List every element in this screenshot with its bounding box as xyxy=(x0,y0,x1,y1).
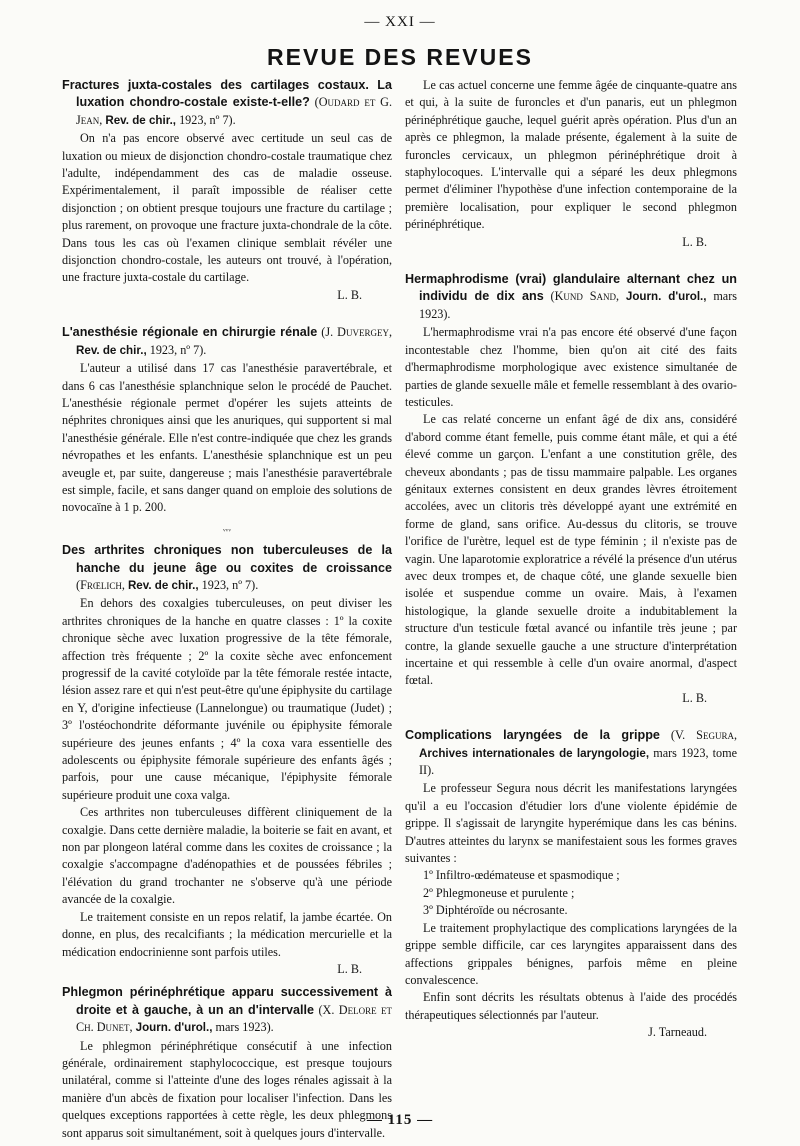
article-arthrites xyxy=(62,542,392,978)
article-title: Fractures juxta-costales des cartilages costaux. La luxation chondro-costale existe-t-elle? (Oudard et G. Jean, Rev. de chir., 1923, nº 7). xyxy=(62,78,392,127)
article-hermaphrodisme xyxy=(405,271,737,707)
article-title: Des arthrites chroniques non tuberculeuses de la hanche du jeune âge ou coxites de croissance (Frœlich, Rev. de chir., 1923, nº 7). xyxy=(62,543,392,592)
article-anesthesie xyxy=(62,324,392,540)
article-paragraph: Le professeur Segura nous décrit les manifestations laryngées qu'il a eu l'occasion d'étudier lors d'une violente épidémie de grippe. Il s'agissait de laryngite hyperémique dans les cas bénins. D'autres atteintes du larynx se manifestaient sous les formes graves suivantes : xyxy=(405,781,737,866)
article-paragraph: Le traitement consiste en un repos relatif, la jambe écartée. On donne, en plus, des recalcifiants ; la médication mercurielle et la médication endocrinienne sont parfois utiles. xyxy=(62,909,392,959)
article-paragraph: On n'a pas encore observé avec certitude un seul cas de luxation ou mieux de disjonction chondro-costale traumatique chez l'adulte, indépendamment des cas de maladie osseuse. Expérimentalement, il paraît impossible de réaliser cette disjonction ; on obtient presque toujours une fracture du cartilage ; plus rarement, on provoque une fracture juxta-chondrale de la côte. Dans tous les cas où l'examen clinique semblait révéler une disjonction chondro-costale, les auteurs ont trouvé, à l'opération, une fracture juxta-costale du cartilage. xyxy=(62,131,392,285)
article-paragraph: En dehors des coxalgies tuberculeuses, on peut diviser les arthrites chroniques de la hanche en quatre classes : 1º la coxite chronique sèche avec luxation progressive de la tête fémorale, affection très fréquente ; 2º la coxite sèche avec enfoncement progressif de la cavité cotyloïde par la tête fémorale restée intacte, lésion assez rare et qui n'est peut-être qu'une épiphysite du cartilage en Y, d'origine infectieuse (Lannelongue) ou traumatique (Judet) ; 3º l'ostéochondrite déformante juvénile ou épiphysite fémorale supérieure des jeunes enfants ; 4º la coxa vara essentielle des adolescents ou épiphysite fémorale supérieure des enfants âgés ; parfois, pour une cause mécanique, l'épiphysite fémorale supérieure produit une coxa valga. xyxy=(62,596,392,802)
section-separator: ᵛᵛᵛ xyxy=(223,525,231,536)
list-item: 1º Infiltro-œdémateuse et spasmodique ; xyxy=(423,868,620,883)
right-column xyxy=(405,77,737,1042)
article-title: Phlegmon périnéphrétique apparu successivement à droite et à gauche, à un an d'intervalle (X. Delore et Ch. Dunet, Journ. d'urol., mars 1923). xyxy=(62,985,393,1035)
article-signature: L. B. xyxy=(682,234,707,249)
article-paragraph: L'hermaphrodisme vrai n'a pas encore été observé d'une façon incontestable chez l'homme, bien qu'on ait cité des faits d'hermaphrodisme morphologique avec existence simultanée de parties de glande sexuelle mâle et femelle ressemblant à des ovario-testicules. xyxy=(405,325,737,409)
article-title: Complications laryngées de la grippe (V. Segura, Archives internationales de laryngologie, mars 1923, tome II). xyxy=(405,728,738,778)
article-fractures xyxy=(62,77,392,304)
article-paragraph: Le cas actuel concerne une femme âgée de cinquante-quatre ans et qui, à la suite de furoncles et d'un panaris, eut un phlegmon périnéphrétique gauche, lequel guérit après opération. Plus d'un an après ce phlegmon, la malade présente, également à la suite de furoncles cervicaux, un phlegmon périnéphrétique droit à staphylocoques. L'intervalle qui a séparé les deux phlegmons permet d'éliminer l'hypothèse d'une infection contemporaine de la première localisation, pour expliquer le second phlegmon périnéphrétique. xyxy=(405,78,737,232)
article-signature: J. Tarneaud. xyxy=(648,1025,707,1040)
article-paragraph: Le phlegmon périnéphrétique consécutif à une infection générale, ordinairement staphylococcique, est presque toujours unilatéral, comme si l'atteinte d'une des loges rénales agissait à la manière d'un abcès de fixation pour localiser l'infection. Dans les quelques exceptions rapportées à cette règle, les deux phlegmons sont apparus soit simultanément, soit à quelques jours d'intervalle. xyxy=(62,1038,392,1140)
article-paragraph: Enfin sont décrits les résultats obtenus à l'aide des procédés thérapeutiques sélectionnés par l'auteur. xyxy=(405,990,737,1022)
journal-title: REVUE DES REVUES xyxy=(267,44,533,70)
article-signature: L. B. xyxy=(337,287,362,302)
list-item: 2º Phlegmoneuse et purulente ; xyxy=(423,885,575,900)
article-phlegmon-continued xyxy=(405,77,737,251)
article-paragraph: Ces arthrites non tuberculeuses diffèrent cliniquement de la coxalgie. Dans cette dernière maladie, la boiterie se fait en avant, et non par plongeon latéral comme dans les coxites de croissance ; la coxalgie s'accompagne d'adénopathies et de poussées fébriles ; l'élévation du grand trochanter ne s'observe qu'à une période avancée de la coxalgie. xyxy=(62,805,392,907)
article-signature: L. B. xyxy=(682,690,707,705)
left-column xyxy=(62,77,392,1142)
article-paragraph: Le traitement prophylactique des complications laryngées de la grippe semble difficile, car ces laryngites apparaissent dans des affections grippales bénignes, parfois même en pleine convalescence. xyxy=(405,920,737,987)
page-number: — 115 — xyxy=(366,1112,434,1128)
article-paragraph: L'auteur a utilisé dans 17 cas l'anesthésie paravertébrale, et dans 6 cas l'anesthésie splanchnique selon le procédé de Pauchet. L'anesthésie régionale permet d'opérer les sujets atteints de néphrites chroniques ainsi que les anuriques, qui supportent si mal l'anesthésie générale. Elle n'est contre-indiquée que chez les grands névropathes et les enfants. L'anesthésie splanchnique est un peu aveugle et, par suite, dangereuse ; mais l'anesthésie paravertébrale est simple, facile, et sans danger quand on emploie des solutions de novocaïne à 1 p. 200. xyxy=(62,361,392,515)
article-title: L'anesthésie régionale en chirurgie rénale (J. Duvergey, Rev. de chir., 1923, nº 7). xyxy=(62,325,392,357)
article-grippe xyxy=(405,727,737,1041)
article-paragraph: Le cas relaté concerne un enfant âgé de dix ans, considéré d'abord comme étant femelle, puis comme étant mâle, et qui a été élevé comme un garçon. L'enfant a une constitution grêle, des cheveux abondants ; pas de tissu mammaire palpable. Les organes génitaux externes consistent en deux grandes lèvres étroitement accolées, avec un clitoris très développé ayant une extrémité en forme de gland, sans orifice. Au-dessus du clitoris, se trouve l'orifice de l'urètre, lequel est de type féminin ; il n'existe pas de vagin. Une laparotomie exploratrice a révélé la présence d'un utérus avec deux trompes et, de chaque côté, une glande sexuelle bien isolée et suspendue comme un ovaire. Mais, à l'examen histologique, la glande sexuelle droite a indubitablement la structure d'un testicule fœtal avancé ou infantile très jeune ; par contre, la glande sexuelle gauche a une structure d'interprétation incertaine et qui ressemble à celle d'un ovaire anormal, d'aspect fœtal. xyxy=(405,412,737,688)
list-item: 3º Diphtéroïde ou nécrosante. xyxy=(423,903,568,918)
page-roman-numeral: — XXI — xyxy=(364,14,436,30)
article-signature: L. B. xyxy=(337,961,362,976)
article-title: Hermaphrodisme (vrai) glandulaire alternant chez un individu de dix ans (Kund Sand, Journ. d'urol., mars 1923). xyxy=(405,272,738,321)
